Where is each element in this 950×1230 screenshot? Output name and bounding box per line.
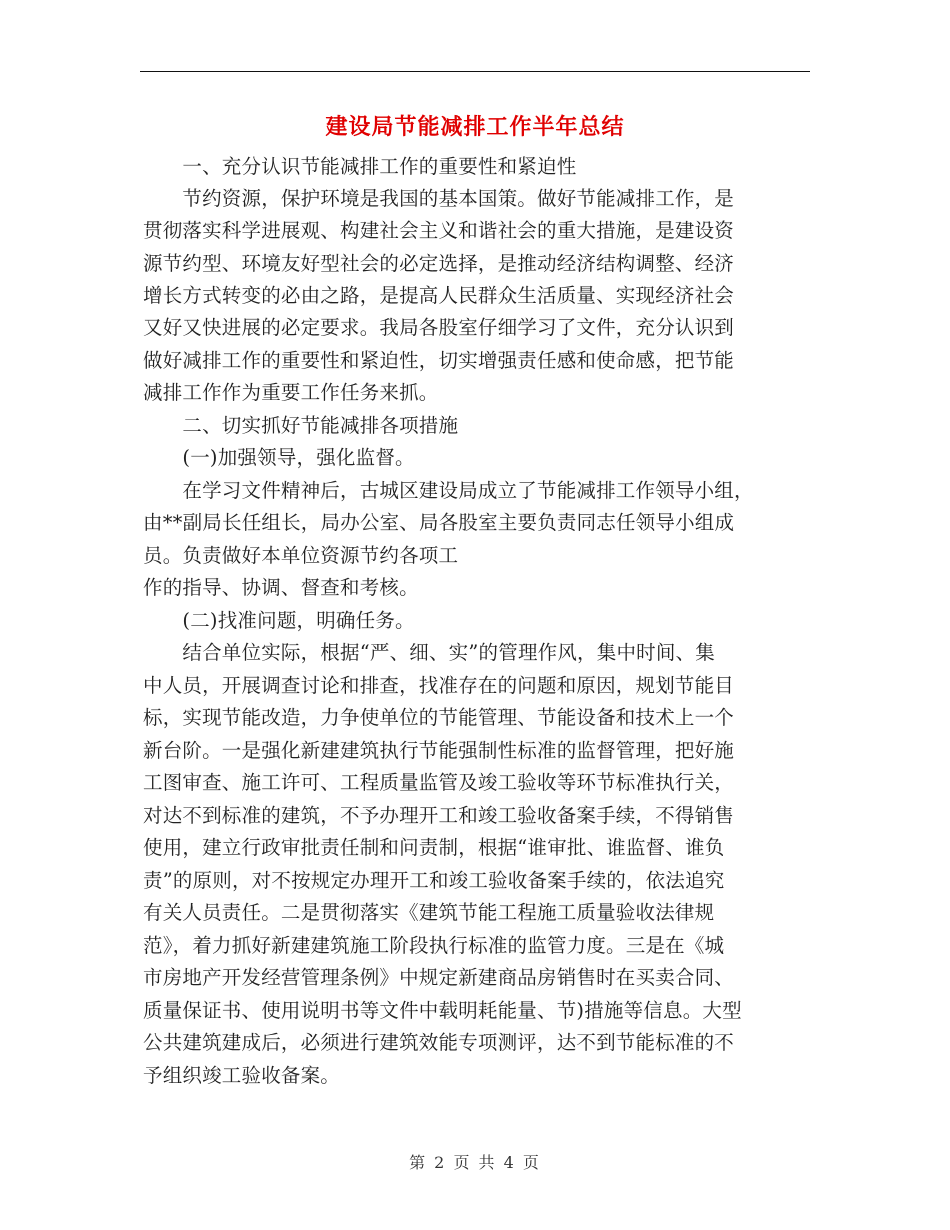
body-line: 对达不到标准的建筑，不予办理开工和竣工验收备案手续，不得销售 xyxy=(143,804,735,827)
body-line: 公共建筑建成后，必须进行建筑效能专项测评，达不到节能标准的不 xyxy=(143,1031,735,1054)
body-line: 责”的原则，对不按规定办理开工和竣工验收备案手续的，依法追究 xyxy=(143,869,725,892)
header-rule xyxy=(140,71,810,72)
body-line: 做好减排工作的重要性和紧迫性，切实增强责任感和使命感，把节能 xyxy=(143,349,735,372)
body-line: 使用，建立行政审批责任制和问责制，根据“谁审批、谁监督、谁负 xyxy=(143,836,725,859)
body-line: 结合单位实际，根据“严、细、实”的管理作风，集中时间、集 xyxy=(143,641,715,664)
body-line: 工图审查、施工许可、工程质量监管及竣工验收等环节标准执行关， xyxy=(143,771,735,794)
body-line: 中人员，开展调查讨论和排查，找准存在的问题和原因，规划节能目 xyxy=(143,674,735,697)
body-line: 标，实现节能改造，力争使单位的节能管理、节能设备和技术上一个 xyxy=(143,706,735,729)
body-line: 增长方式转变的必由之路，是提高人民群众生活质量、实现经济社会 xyxy=(143,284,735,307)
body-line: 二、切实抓好节能减排各项措施 xyxy=(143,414,459,437)
body-line: 由**副局长任组长，局办公室、局各股室主要负责同志任领导小组成 xyxy=(143,511,735,534)
body-line: 减排工作作为重要工作任务来抓。 xyxy=(143,381,439,404)
body-line: (二)找准问题，明确任务。 xyxy=(143,609,415,632)
body-line: 范》，着力抓好新建建筑施工阶段执行标准的监管力度。三是在《城 xyxy=(143,934,725,957)
body-line: 有关人员责任。二是贯彻落实《建筑节能工程施工质量验收法律规 xyxy=(143,901,715,924)
page-number: 第 2 页 共 4 页 xyxy=(409,1153,541,1172)
body-line: 予组织竣工验收备案。 xyxy=(143,1064,341,1087)
body-line: 又好又快进展的必定要求。我局各股室仔细学习了文件，充分认识到 xyxy=(143,316,735,339)
body-line: 员。负责做好本单位资源节约各项工 xyxy=(143,544,459,567)
body-line: 在学习文件精神后，古城区建设局成立了节能减排工作领导小组， xyxy=(143,479,754,502)
body-line: 作的指导、协调、督查和考核。 xyxy=(143,576,419,599)
body-line: 质量保证书、使用说明书等文件中载明耗能量、节)措施等信息。大型 xyxy=(143,999,742,1022)
body-line: 一、充分认识节能减排工作的重要性和紧迫性 xyxy=(143,155,577,178)
body-line: 新台阶。一是强化新建建筑执行节能强制性标准的监督管理，把好施 xyxy=(143,739,735,762)
body-line: 节约资源，保护环境是我国的基本国策。做好节能减排工作，是 xyxy=(143,187,735,210)
body-line: (一)加强领导，强化监督。 xyxy=(143,446,415,469)
body-line: 市房地产开发经营管理条例》中规定新建商品房销售时在买卖合同、 xyxy=(143,966,735,989)
body-line: 源节约型、环境友好型社会的必定选择，是推动经济结构调整、经济 xyxy=(143,252,735,275)
document-title: 建设局节能减排工作半年总结 xyxy=(325,114,625,140)
body-line: 贯彻落实科学进展观、构建社会主义和谐社会的重大措施，是建设资 xyxy=(143,219,735,242)
